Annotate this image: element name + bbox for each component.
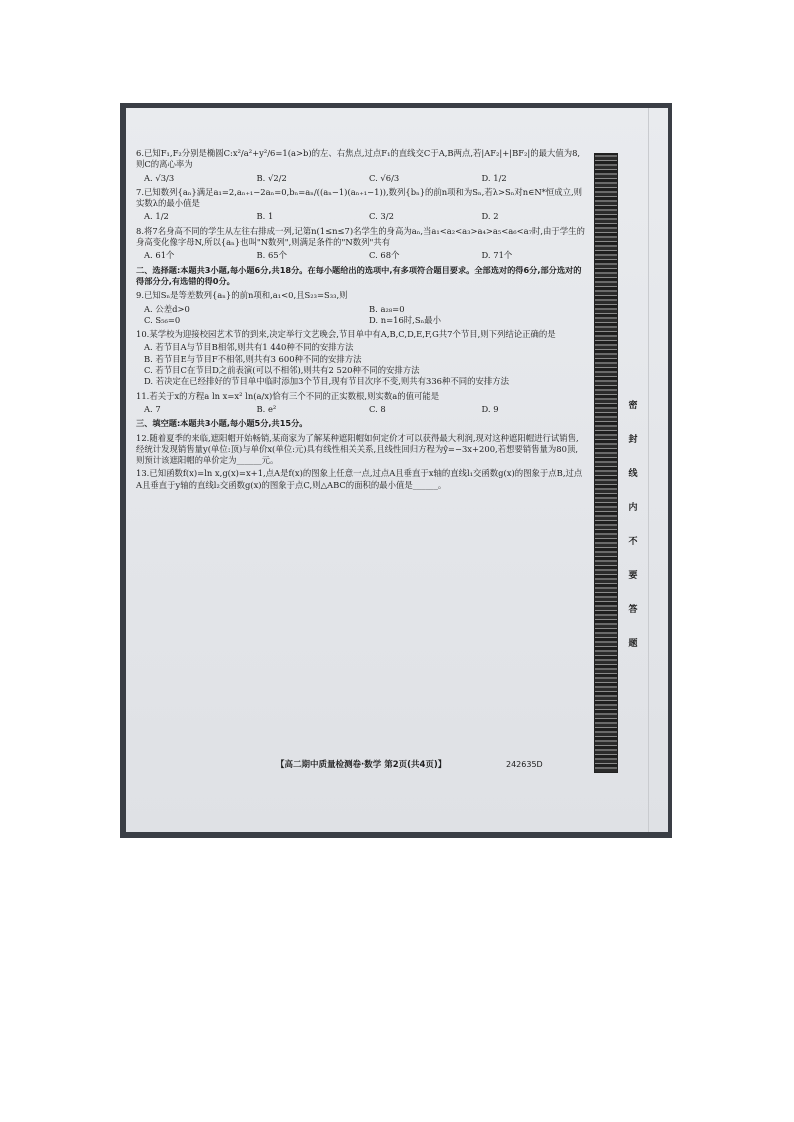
answer-option: B. 1 [256, 211, 274, 222]
question-stem: 11.若关于x的方程a ln x=x² ln(a/x)恰有三个不同的正实数根,则实数a的值可能是 [136, 390, 440, 401]
question-item [136, 148, 586, 184]
options-row [136, 342, 586, 387]
question-stem: 13.已知函数f(x)=ln x,g(x)=x+1,点A是f(x)的图象上任意一点,过点A且垂直于x轴的直线l₁交函数g(x)的图象于点B,过点A且垂直于y轴的直线l₂交函数g(x)的图象于点C,则△ABC的面积的最小值是______。 [136, 468, 583, 490]
answer-option: D. 2 [481, 211, 499, 222]
question-item [136, 433, 586, 467]
multi-select-part [136, 290, 586, 415]
question-stem: 6.已知F₁,F₂分别是椭圆C:x²/a²+y²/6=1(a>b)的左、右焦点,过点F₁的直线交C于A,B两点,若|AF₂|+|BF₂|的最大值为8,则C的离心率为 [136, 148, 581, 170]
question-item [136, 391, 586, 416]
fold-line [648, 108, 649, 832]
seal-char: 答 [628, 605, 638, 615]
fill-in-part [136, 433, 586, 491]
seal-char: 线 [628, 469, 638, 479]
answer-option: C. 3/2 [369, 211, 394, 222]
answer-option: A. √3/3 [144, 172, 175, 183]
answer-option: B. 若节目E与节目F不相邻,则共有3 600种不同的安排方法 [144, 353, 362, 364]
answer-option: D. n=16时,Sₙ最小 [369, 314, 441, 325]
question-item [136, 468, 586, 491]
exam-content [136, 148, 586, 828]
answer-option: A. 61个 [144, 250, 175, 261]
answer-option: A. 1/2 [144, 211, 169, 222]
answer-option: C. √6/3 [369, 172, 400, 183]
options-row [136, 304, 586, 327]
seal-char: 要 [628, 571, 638, 581]
page-footer-title: 【高二期中质量检测卷·数学 第2页(共4页)】 [276, 760, 447, 770]
options-row [136, 211, 586, 222]
seal-char: 不 [628, 537, 638, 547]
seal-char: 内 [628, 503, 638, 513]
answer-option: C. S₅₆=0 [144, 314, 181, 325]
answer-option: B. e² [256, 403, 277, 414]
answer-option: A. 若节目A与节目B相邻,则共有1 440种不同的安排方法 [144, 342, 354, 353]
answer-option: B. a₂₈=0 [369, 303, 405, 314]
answer-option: B. 65个 [256, 250, 288, 261]
answer-option: C. 若节目C在节目D之前表演(可以不相邻),则共有2 520种不同的安排方法 [144, 365, 420, 376]
question-item [136, 226, 586, 262]
section-2-header: 二、选择题:本题共3小题,每小题6分,共18分。在每小题给出的选项中,有多项符合题目要求。全部选对的得6分,部分选对的得部分分,有选错的得0分。 [136, 264, 582, 286]
answer-option: A. 公差d>0 [144, 303, 190, 314]
options-row [136, 173, 586, 184]
answer-option: D. 71个 [481, 250, 513, 261]
question-item [136, 187, 586, 223]
question-item [136, 329, 586, 387]
question-stem: 9.已知Sₙ是等差数列{aₙ}的前n项和,a₁<0,且S₂₃=S₃₃,则 [136, 290, 348, 301]
answer-option: B. √2/2 [256, 172, 287, 183]
question-stem: 7.已知数列{aₙ}满足a₁=2,aₙ₊₁−2aₙ=0,bₙ=aₙ/((aₙ−1)(aₙ₊₁−1)),数列{bₙ}的前n项和为Sₙ,若λ>Sₙ对n∈N*恒成立,则实数λ的最小值是 [136, 186, 583, 209]
answer-option: C. 8 [369, 403, 386, 414]
answer-option: D. 9 [481, 403, 499, 414]
question-item [136, 290, 586, 326]
exam-paper [126, 108, 668, 832]
seal-char: 题 [628, 639, 638, 649]
multiple-choice-part [136, 148, 586, 262]
section-3-header: 三、填空题:本题共3小题,每小题5分,共15分。 [136, 418, 308, 429]
options-row [136, 250, 586, 261]
question-stem: 8.将7名身高不同的学生从左往右排成一列,记第n(1≤n≤7)名学生的身高为aₙ,当a₁<a₂<a₃>a₄>a₅<a₆<a₇时,由于学生的身高变化像字母N,所以{aₙ}也叫"N数列",则满足条件的"N数列"共有 [136, 225, 585, 248]
answer-option: C. 68个 [369, 250, 400, 261]
seal-char: 封 [628, 435, 638, 445]
answer-option: D. 1/2 [481, 172, 507, 183]
decorative-border-strip [594, 153, 618, 773]
answer-option: D. 若决定在已经排好的节目单中临时添加3个节目,现有节目次序不变,则共有336种不同的安排方法 [144, 376, 510, 387]
answer-option: A. 7 [144, 403, 161, 414]
question-stem: 10.某学校为迎接校园艺术节的到来,决定举行文艺晚会,节目单中有A,B,C,D,E,F,G共7个节目,则下列结论正确的是 [136, 329, 556, 340]
page-footer-code: 242635D [506, 760, 543, 769]
options-row [136, 404, 586, 415]
seal-line-notice [626, 398, 640, 670]
question-stem: 12.随着夏季的来临,遮阳帽开始畅销,某商家为了解某种遮阳帽如何定价才可以获得最大利润,现对这种遮阳帽进行试销售,经统计发现销售量y(单位:顶)与单价x(单位:元)具有线性相关关系,且线性回归方程为ŷ=−3x+200,若想要销售量为80顶,则预计该遮阳帽的单价定为______元。 [136, 432, 579, 466]
seal-char: 密 [628, 401, 638, 411]
